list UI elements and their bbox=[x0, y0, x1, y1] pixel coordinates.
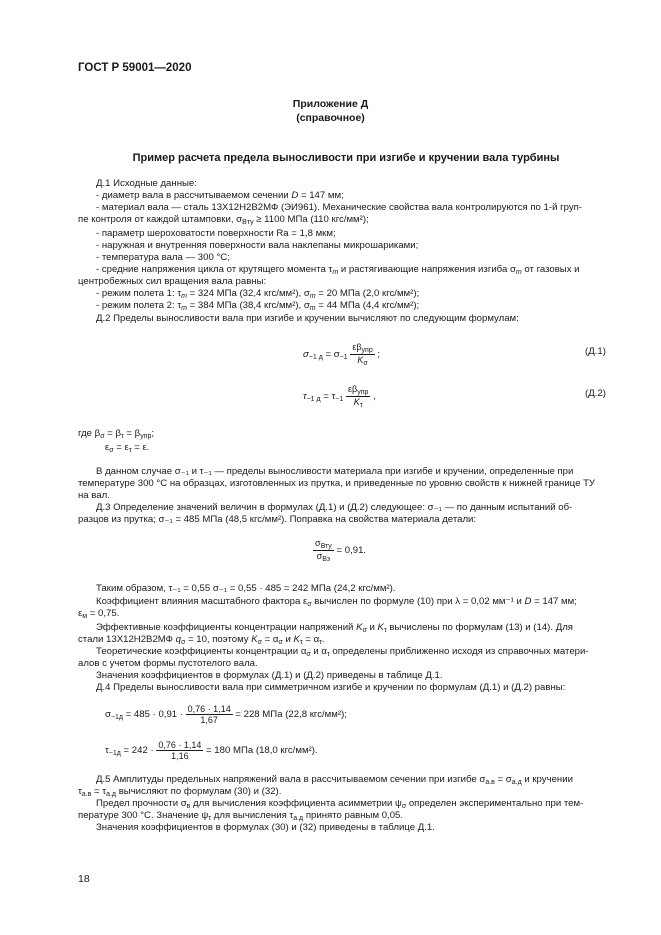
text-line: - диаметр вала в рассчитываемом сечении D = 147 мм; bbox=[96, 190, 344, 201]
text-line: Предел прочности $\sigma_в$ для вычисления коэффициента асимметрии $\psi_\sigma$ определен экспериментально при тем- bbox=[96, 798, 584, 810]
text-line: Д.5 Амплитуды предельных напряжений вала в рассчитываемом сечении при изгибе $\sigma_{а.в} = \sigma_{а.д}$ и кручении bbox=[96, 774, 573, 786]
fraction: $\frac{\varepsilon\beta_{упр}}{K_\sigma}$ bbox=[352, 342, 373, 367]
formula-tau-result: $\tau_{-1д} = 242$ · $\frac{0,76 \cdot 1,14}{1,16}$ = 180 МПа (18,0 кгс/мм²). bbox=[105, 740, 318, 761]
appendix-title: Приложение Д bbox=[292, 98, 369, 110]
text-line: - наружная и внутренняя поверхности вала наклепаны микрошариками; bbox=[96, 240, 419, 251]
text-line: Д.4 Пределы выносливости вала при симметричном изгибе и кручении по формулам (Д.1) и (Д.2) равны: bbox=[96, 682, 566, 693]
text-line: пе контроля от каждой штамповки, $\sigma_{Bту} \ge 1100$ МПа (110 кгс/мм²); bbox=[78, 214, 369, 226]
text-line: Таким образом, τ₋₁ = 0,55 σ₋₁ = 0,55 · 485 = 242 МПа (24,2 кгс/мм²). bbox=[96, 583, 396, 594]
text-line: алов с учетом формы пустотелого вала. bbox=[78, 658, 258, 669]
text-line: Коэффициент влияния масштабного фактора $\varepsilon_\sigma$ вычислен по формуле (10) при λ = 0,02 мм⁻¹ и D = 147 мм; bbox=[96, 596, 577, 608]
text-line: $\varepsilon_\sigma = \varepsilon_\tau = \varepsilon$. bbox=[105, 442, 150, 454]
text-line: В данном случае σ₋₁ и τ₋₁ — пределы выносливости материала при изгибе и кручении, определенные при bbox=[96, 466, 574, 477]
section-title: Пример расчета предела выносливости при изгибе и кручении вала турбины bbox=[132, 152, 560, 164]
fraction: $\frac{0,76 \cdot 1,14}{1,16}$ bbox=[158, 740, 202, 761]
text-line: $\tau_{а.в} = \tau_{а.д}$ вычисляют по формулам (30) и (32). bbox=[78, 786, 282, 798]
text-line: стали 13Х12Н2В2МФ $q_\sigma = 10$, поэтому $K_\sigma = \alpha_\sigma$ и $K_\tau = \alpha_\tau$. bbox=[78, 634, 325, 646]
text-line: - средние напряжения цикла от крутящего момента $\tau_m$ и растягивающие напряжения изгиба $\sigma_m$ от газовых и bbox=[96, 264, 580, 276]
text-line: $\varepsilon_м = 0,75$. bbox=[78, 608, 120, 620]
appendix-subtitle: (справочное) bbox=[296, 112, 365, 124]
text-line: Эффективные коэффициенты концентрации напряжений $K_\sigma$ и $K_\tau$ вычислены по формулам (13) и (14). Для bbox=[96, 622, 573, 634]
page-number: 18 bbox=[78, 873, 90, 885]
text-line: - температура вала — 300 °С; bbox=[96, 252, 230, 263]
text-line: где $\beta_\sigma = \beta_\tau = \beta_{упр}$; bbox=[78, 428, 155, 440]
formula-ratio: $\frac{\sigma_{Вту}}{\sigma_{Вз}}$ = 0,91. bbox=[315, 538, 367, 563]
text-line: центробежных сил вращения вала равны: bbox=[78, 276, 267, 287]
text-line: Д.1 Исходные данные: bbox=[96, 178, 197, 189]
text-line: Д.3 Определение значений величин в формулах (Д.1) и (Д.2) следующее: σ₋₁ — по данным испытаний об- bbox=[96, 502, 573, 513]
formula-d1: $\sigma_{-1 д} = \sigma_{-1}$ $\frac{\varepsilon\beta_{упр}}{K_\sigma}$ ; bbox=[303, 342, 381, 367]
text-line: пературе 300 °С. Значение $\psi_\tau$ для вычисления $\tau_{а.д}$ принято равным 0,05. bbox=[78, 810, 404, 822]
equation-number: (Д.1) bbox=[585, 346, 606, 357]
fraction: $\frac{0,76 \cdot 1,14}{1,67}$ bbox=[187, 704, 231, 725]
text-line: Значения коэффициентов в формулах (Д.1) и (Д.2) приведены в таблице Д.1. bbox=[96, 670, 443, 681]
equation-number: (Д.2) bbox=[585, 388, 606, 399]
standard-code: ГОСТ Р 59001—2020 bbox=[78, 62, 192, 74]
fraction: $\frac{\sigma_{Вту}}{\sigma_{Вз}}$ bbox=[315, 538, 332, 563]
formula-sigma-result: $\sigma_{-1д} = 485 \cdot 0,91$ · $\frac{0,76 \cdot 1,14}{1,67}$ = 228 МПа (22,8 кгс/мм²); bbox=[105, 704, 347, 725]
text-line: температуре 300 °С на образцах, изготовленных из прутка, и приведенные по уровню свойств к нижней границе ТУ bbox=[78, 478, 596, 489]
fraction: $\frac{\varepsilon\beta_{упр}}{K_\tau}$ bbox=[348, 384, 369, 409]
formula-d2: $\tau_{-1 д} = \tau_{-1}$ $\frac{\varepsilon\beta_{упр}}{K_\tau}$ , bbox=[303, 384, 376, 409]
text-line: Теоретические коэффициенты концентрации $\alpha_\sigma$ и $\alpha_\tau$ определены приближенно исходя из справочных матери- bbox=[96, 646, 589, 658]
text-line: на вал. bbox=[78, 490, 110, 501]
text-line: - материал вала — сталь 13Х12Н2В2МФ (ЭИ961). Механические свойства вала контролируются по 1-й груп- bbox=[96, 202, 583, 213]
text-line: - параметр шероховатости поверхности Ra = 1,8 мкм; bbox=[96, 228, 336, 239]
text-line: - режим полета 2: $\tau_m = 384$ МПа (38,4 кгс/мм²), $\sigma_m = 44$ МПа (4,4 кгс/мм²); bbox=[96, 300, 420, 312]
text-line: разцов из прутка; σ₋₁ = 485 МПа (48,5 кгс/мм²). Поправка на свойства материала детали: bbox=[78, 514, 477, 525]
text-line: Значения коэффициентов в формулах (30) и (32) приведены в таблице Д.1. bbox=[96, 822, 435, 833]
text-line: Д.2 Пределы выносливости вала при изгибе и кручении вычисляют по следующим формулам: bbox=[96, 313, 519, 324]
text-line: - режим полета 1: $\tau_m = 324$ МПа (32,4 кгс/мм²), $\sigma_m = 20$ МПа (2,0 кгс/мм²); bbox=[96, 288, 420, 300]
